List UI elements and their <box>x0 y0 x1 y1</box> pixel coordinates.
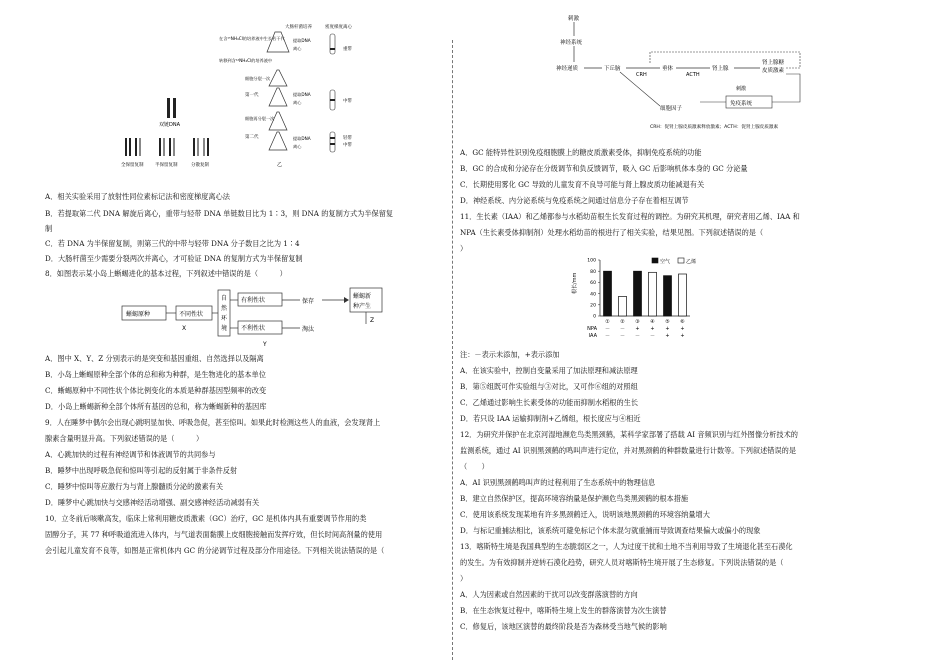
bar-乙烯-6 <box>679 274 687 316</box>
y-tick-label: 60 <box>590 281 596 287</box>
q9-option-c: C．睡梦中惊叫等应激行为与肾上腺髓质分泌的激素有关 <box>45 482 224 491</box>
q11-stem: 11．生长素（IAA）和乙烯都参与水稻幼苗根生长发育过程的调控。为研究其机理，研究者用乙烯、IAA 和 <box>460 212 800 221</box>
q9-stem: 9．人在睡梦中偶尔会出现心跳明显加快、呼吸急促，甚至惊叫。如果此时检测这些人的血液，会发现肾上 <box>45 418 381 427</box>
row-value-npa: + <box>650 326 655 332</box>
q12-option-b: B．建立自然保护区，提高环境容纳量是保护濒危鸟类黑颈鹤的根本措施 <box>460 494 689 503</box>
q7-option-b: B．若提取第二代 DNA 解旋后离心，重带与轻带 DNA 单链数目比为 1∶3，则 DNA 的复制方式为半保留复 <box>45 209 394 218</box>
legend-swatch <box>652 258 658 263</box>
q12-stem: 12．为研究并保护在北京河湿地濒危鸟类黑颈鹤，某科学家部署了搭载 AI 音频识别与红外图像分析技术的 <box>460 430 798 439</box>
label-semiconservative: 半保留复制 <box>155 163 178 168</box>
svg-text:种产生: 种产生 <box>353 303 372 310</box>
q11-option-a: A．在该实验中，控制自变量采用了加法原理和减法原理 <box>460 366 638 375</box>
q10-stem-2: 固醇分子，其 77 种呼吸道流进入体内，与气道表面黏膜上皮细胞接触而发挥疗效，但长时间高剂量的使用 <box>45 530 383 539</box>
gc-figure-note: CRH：促肾上腺皮质激素释放激素；ACTH：促肾上腺皮质激素 <box>650 125 779 130</box>
q10-option-c: C．长期使用雾化 GC 导致的儿童发育不良导可能与肾上腺皮质功能减退有关 <box>460 180 705 189</box>
y-tick-label: 80 <box>590 269 596 275</box>
row-value-iaa: + <box>680 333 685 339</box>
box-unfavorable: 不利性状 <box>241 325 266 332</box>
y-axis-label: 根长/mm <box>572 272 578 294</box>
q8-stem: 8．如图表示某小岛上蜥蜴进化的基本过程，下列叙述中错误的是（ ） <box>45 269 287 278</box>
bar-乙烯-2 <box>619 296 627 316</box>
label-double-dna: 双链DNA <box>159 122 181 128</box>
row-value-iaa: － <box>619 333 626 339</box>
label-extract: 提取DNA <box>293 38 311 43</box>
root-length-chart <box>570 254 740 346</box>
row-value-npa: + <box>680 326 685 332</box>
category-label: ⑥ <box>680 319 685 325</box>
q12-stem-3: （ ） <box>460 462 489 471</box>
label-x: X <box>182 325 187 332</box>
category-label: ③ <box>635 319 640 325</box>
label-keep: 保存 <box>302 298 315 305</box>
q11-option-b: B．第⑤组既可作实验组与③对比，又可作⑥组的对照组 <box>460 382 638 391</box>
svg-text:皮质激素: 皮质激素 <box>762 68 785 74</box>
box-original-species: 蜥蜴原种 <box>126 311 151 318</box>
svg-text:中带: 中带 <box>343 143 352 148</box>
q13-stem-3: ） <box>460 574 468 583</box>
label-y: Y <box>263 341 267 348</box>
legend-label: 空气 <box>660 259 671 265</box>
row-value-iaa: + <box>665 333 670 339</box>
row-value-iaa: － <box>604 333 611 339</box>
q9-option-d: D．睡梦中心跳加快与交感神经活动增强、副交感神经活动减弱有关 <box>45 498 260 507</box>
label-z: Z <box>370 317 375 324</box>
svg-text:细胞分裂一次: 细胞分裂一次 <box>245 76 271 81</box>
bar-空气-1 <box>604 271 612 316</box>
q7-option-d: D．大肠杆菌至少需要分裂两次并离心，才可验证 DNA 的复制方式为半保留复制 <box>45 254 303 263</box>
q9-stem-cont: 腺素含量明显升高。下列叙述错误的是（ ） <box>45 434 204 443</box>
label-nervous-system: 神经系统 <box>560 40 583 46</box>
y-tick-label: 100 <box>587 258 596 264</box>
svg-text:境: 境 <box>221 325 228 332</box>
svg-text:细胞再分裂一次: 细胞再分裂一次 <box>245 116 275 121</box>
row-value-iaa: － <box>634 333 641 339</box>
row-label-npa: NPA <box>587 326 597 332</box>
box-new-species: 蜥蜴新 <box>353 293 372 300</box>
label-hypothalamus: 下丘脑 <box>604 66 621 72</box>
q13-stem-2: 的发生。为有效抑制并逆转石漠化趋势，研究人员对喀斯特生境开展了生态修复。下列说法错误的是（ <box>460 558 784 567</box>
label-middle: 中带 <box>343 99 352 104</box>
q7-option-a: A．相关实验采用了放射性同位素标记法和密度梯度离心法 <box>45 192 230 201</box>
category-label: ② <box>620 319 625 325</box>
label-step-15n: 在含¹⁵NH₄Cl的培养液中生长若干代 <box>219 36 285 41</box>
q11-option-c: C．乙烯通过影响生长素受体的功能而抑制水稻根的生长 <box>460 398 639 407</box>
legend-label: 乙烯 <box>686 259 697 265</box>
category-label: ① <box>605 319 610 325</box>
q13-stem: 13．喀斯特生境是我国典型的生态脆弱区之一，人为过度干扰和土地不当利用导致了生境退化甚至石漠化 <box>460 542 793 551</box>
column-divider <box>452 40 453 660</box>
y-tick-label: 40 <box>590 292 596 298</box>
row-value-iaa: － <box>649 333 656 339</box>
q10-stem-3: 会引起儿童发育不良等，如图是正常机体内 GC 的分泌调节过程及部分作用途径。下列相关说法错误的是（ <box>45 546 385 555</box>
label-pituitary: 垂体 <box>662 66 674 72</box>
label-conservative: 全保留复制 <box>121 163 144 168</box>
chart-note: 注：－表示未添加，+表示添加 <box>460 350 560 359</box>
svg-text:提取DNA: 提取DNA <box>293 136 311 141</box>
q13-option-b: B．在生态恢复过程中，喀斯特生境上发生的群落演替为次生演替 <box>460 606 667 615</box>
q13-option-c: C．修复后，该地区演替的最终阶段是否为森林受当地气候的影响 <box>460 622 667 631</box>
svg-text:离心: 离心 <box>293 100 302 105</box>
gc-regulation-figure <box>550 12 860 140</box>
q11-option-d: D．若只设 IAA 运输抑制剂+乙烯组，根长度应与④相近 <box>460 414 641 423</box>
q8-option-c: C．蜥蜴原种中不同性状个体比例变化的本质是种群基因型频率的改变 <box>45 386 267 395</box>
category-label: ⑤ <box>665 319 670 325</box>
q7-option-b-cont: 制 <box>45 224 53 233</box>
q11-stem-3: ） <box>460 244 468 253</box>
label-gen1: 第一代 <box>245 93 259 98</box>
label-culture: 大肠杆菌培养 <box>285 25 312 30</box>
y-tick-label: 20 <box>590 303 596 309</box>
label-dispersive: 分散复制 <box>191 163 209 168</box>
q9-option-a: A．心跳加快的过程有神经调节和体液调节的共同参与 <box>45 450 216 459</box>
row-value-npa: + <box>665 326 670 332</box>
q7-option-c: C．若 DNA 为半保留复制，则第三代的中带与轻带 DNA 分子数目之比为 1∶4 <box>45 239 300 248</box>
row-label-iaa: IAA <box>588 333 597 339</box>
q10-option-d: D．神经系统、内分泌系统与免疫系统之间通过信息分子存在着相互调节 <box>460 196 689 205</box>
label-heavy: 重带 <box>343 47 352 52</box>
category-label: ④ <box>650 319 655 325</box>
q9-option-b: B．睡梦中出现呼吸急促和惊叫等引起的反射属于非条件反射 <box>45 466 238 475</box>
label-stimulus-2: 刺激 <box>736 86 747 92</box>
label-neurotransmitter: 神经递质 <box>556 66 579 72</box>
row-value-npa: + <box>635 326 640 332</box>
label-stimulus: 刺激 <box>568 16 580 22</box>
svg-text:环: 环 <box>221 315 228 322</box>
svg-text:离心: 离心 <box>293 144 302 149</box>
box-favorable: 有利性状 <box>241 297 266 304</box>
label-step-14n: 转移到含¹⁴NH₄Cl的培养液中 <box>219 58 273 63</box>
label-light: 轻带 <box>343 136 352 141</box>
q10-stem: 10．立冬前后咳嗽高发，临床上常利用糖皮质激素（GC）治疗，GC 是机体内具有重要调节作用的类 <box>45 514 367 523</box>
q12-option-d: D．与标记重捕法相比，该系统可避免标记个体未混匀就重捕而导致调查结果偏大或偏小的现象 <box>460 526 761 535</box>
bar-空气-5 <box>664 276 672 316</box>
label-acth: ACTH <box>686 72 700 78</box>
bar-乙烯-4 <box>649 272 657 316</box>
label-adrenal: 肾上腺 <box>712 66 729 72</box>
dna-experiment-flow <box>219 23 352 168</box>
label-gen2: 第二代 <box>245 135 259 140</box>
row-value-npa: － <box>604 326 611 332</box>
box-traits: 不同性状 <box>179 311 204 318</box>
label-cortisol: 肾上腺糖 <box>762 60 785 66</box>
row-value-npa: － <box>619 326 626 332</box>
q10-option-b: B．GC 的合成和分泌存在分级调节和负反馈调节，吸入 GC 后影响机体本身的 GC 分泌量 <box>460 164 748 173</box>
q12-option-c: C．使用该系统发现某地有许多黑颈鹤迁入，说明该地黑颈鹤的环境容纳量增大 <box>460 510 710 519</box>
q12-stem-2: 监测系统，通过 AI 识别黑颈鹤的鸣叫声进行定位，并对黑颈鹤的种群数量进行计数等。下列叙述错误的是 <box>460 446 797 455</box>
label-eliminate: 淘汰 <box>302 326 315 333</box>
label-crh: CRH <box>636 72 647 78</box>
box-env-1: 自 <box>221 295 228 302</box>
bar-空气-3 <box>634 271 642 316</box>
q8-option-b: B．小岛上蜥蜴原种全部个体的总和称为种群，是生物进化的基本单位 <box>45 370 266 379</box>
y-tick-label: 0 <box>593 314 596 320</box>
q8-option-a: A．图中 X、Y、Z 分别表示的是突变和基因重组、自然选择以及隔离 <box>45 354 264 363</box>
q10-option-a: A．GC 能特异性识别免疫细胞膜上的糖皮质激素受体，抑制免疫系统的功能 <box>460 148 702 157</box>
label-yi: 乙 <box>277 162 283 168</box>
svg-text:提取DNA: 提取DNA <box>293 92 311 97</box>
label-immune-system: 免疫系统 <box>730 101 753 107</box>
q8-option-d: D．小岛上蜥蜴新种全部个体所有基因的总和，称为蜥蜴新种的基因库 <box>45 402 267 411</box>
q12-option-a: A．AI 识别黑颈鹤鸣叫声的过程利用了生态系统中的物理信息 <box>460 478 656 487</box>
q11-stem-2: NPA（生长素受体抑制剂）处理水稻幼苗的根进行了相关实验，结果见图。下列叙述错误的是（ <box>460 228 764 237</box>
svg-text:离心: 离心 <box>293 46 302 51</box>
label-centrifuge: 密度梯度离心 <box>325 25 352 30</box>
svg-text:然: 然 <box>221 305 228 312</box>
dna-models <box>121 98 209 168</box>
q13-option-a: A．人为因素或自然因素的干扰可以改变群落演替的方向 <box>460 590 638 599</box>
dna-replication-figure <box>115 20 435 178</box>
legend-swatch <box>678 258 684 263</box>
lizard-evolution-figure <box>120 284 420 350</box>
label-cytokine: 细胞因子 <box>660 106 683 112</box>
